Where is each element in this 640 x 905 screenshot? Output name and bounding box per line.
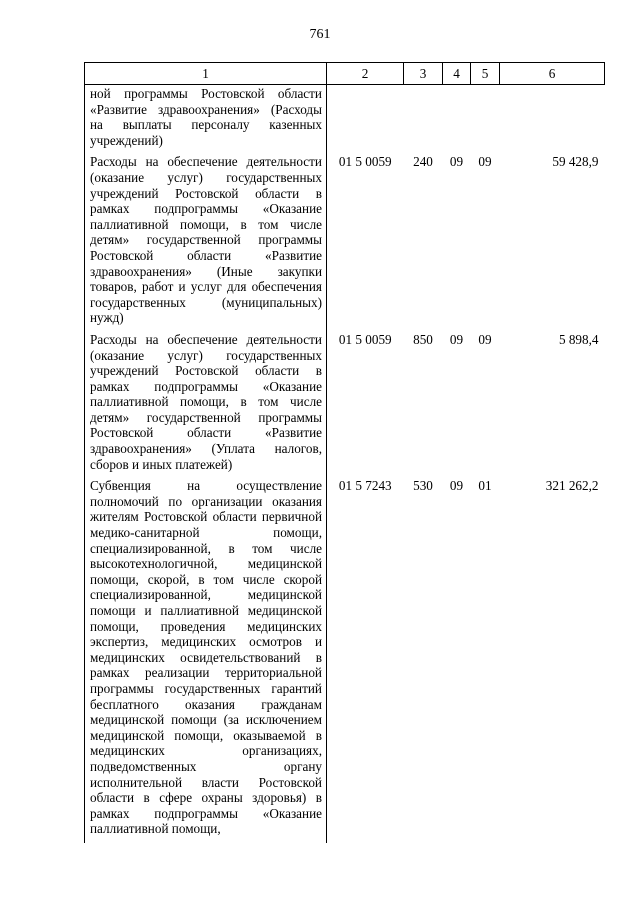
row-description: Расходы на обеспечение деятельности (оказание услуг) государственных учреждений Ростовской области в рамках подпрограммы «Оказание паллиативной помощи, в том числе детям» государственной программы Ростовской области «Развитие здравоохранения» (Иные закупки товаров, работ и услуг для обеспечения государственных (муниципальных) нужд) bbox=[85, 154, 327, 332]
table-row bbox=[85, 85, 605, 155]
table-row bbox=[85, 478, 605, 843]
row-subsection bbox=[471, 85, 500, 155]
row-expense-type: 530 bbox=[413, 478, 433, 494]
table-row bbox=[85, 332, 605, 478]
row-description: Субвенция на осуществление полномочий по организации оказания жителям Ростовской области первичной медико-санитарной помощи, специализированной, в том числе высокотехнологичной, медицинской помощи, скорой, в том числе скорой специализированной, медицинской помощи и паллиативной медицинской помощи, проведения медицинских экспертиз, медицинских осмотров и медицинских освидетельствований в рамках реализации территориальной программы государственных гарантий бесплатного оказания гражданам медицинской помощи (за исключением медицинской помощи, оказываемой в медицинских организациях, подведомственных органу исполнительной власти Ростовской области в сфере охраны здоровья) в рамках подпрограммы «Оказание паллиативной помощи, bbox=[85, 478, 327, 843]
row-subsection: 09 bbox=[478, 331, 492, 347]
row-amount: 321 262,2 bbox=[545, 478, 599, 494]
budget-table bbox=[84, 62, 605, 843]
row-target-code: 01 5 7243 bbox=[338, 478, 392, 494]
row-description: ной программы Ростовской области «Развитие здравоохранения» (Расходы на выплаты персоналу казенных учреждений) bbox=[85, 85, 327, 155]
row-section: 09 bbox=[449, 331, 464, 347]
row-amount bbox=[500, 85, 605, 155]
row-target-code: 01 5 0059 bbox=[338, 331, 392, 347]
row-expense-type: 850 bbox=[413, 331, 433, 347]
row-target-code bbox=[327, 85, 404, 155]
row-amount: 5 898,4 bbox=[558, 331, 599, 347]
row-section: 09 bbox=[449, 154, 464, 170]
page-number: 761 bbox=[309, 27, 331, 42]
row-section bbox=[443, 85, 471, 155]
column-header-3: 3 bbox=[404, 63, 443, 85]
row-subsection: 09 bbox=[478, 154, 492, 170]
row-subsection: 01 bbox=[478, 478, 492, 494]
table-row bbox=[85, 154, 605, 332]
row-expense-type bbox=[404, 85, 443, 155]
column-header-6: 6 bbox=[500, 63, 605, 85]
row-amount: 59 428,9 bbox=[552, 154, 599, 170]
row-target-code: 01 5 0059 bbox=[338, 154, 392, 170]
column-header-1: 1 bbox=[85, 63, 327, 85]
row-expense-type: 240 bbox=[413, 154, 433, 170]
column-header-4: 4 bbox=[443, 63, 471, 85]
row-description: Расходы на обеспечение деятельности (оказание услуг) государственных учреждений Ростовской области в рамках подпрограммы «Оказание паллиативной помощи, в том числе детям» государственной программы Ростовской области «Развитие здравоохранения» (Уплата налогов, сборов и иных платежей) bbox=[85, 332, 327, 478]
table-header-row bbox=[85, 63, 605, 85]
column-header-5: 5 bbox=[471, 63, 500, 85]
column-header-2: 2 bbox=[327, 63, 404, 85]
row-section: 09 bbox=[449, 478, 464, 494]
